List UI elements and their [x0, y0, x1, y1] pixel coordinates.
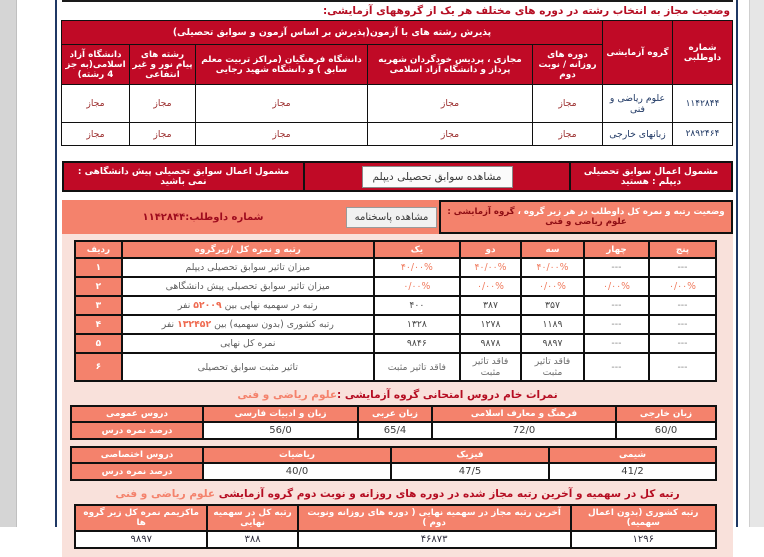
- table-row: --- --- ۴۰/۰۰% ۴۰/۰۰% ۴۰/۰۰% میزان تاثیر سوابق تحصیلی دیپلم ۱: [75, 258, 716, 277]
- status-cell: مجاز: [368, 123, 533, 146]
- page-border-right: [736, 0, 738, 527]
- exam-group: علوم ریاضی و فنی: [603, 85, 673, 123]
- col-azad: دانشگاه آزاد اسلامی(به جز 4 رشته): [62, 45, 130, 85]
- specialized-subjects-table: [70, 446, 717, 481]
- page-border-left: [55, 0, 57, 527]
- candidate-number-label: شماره داوطلب:۱۱۴۲۸۴۴: [142, 211, 264, 223]
- academic-records-bar: [62, 161, 733, 192]
- row-number: ۲: [75, 277, 122, 296]
- status-cell: مجاز: [62, 123, 130, 146]
- eligibility-row: [62, 85, 733, 123]
- row-number: ۴: [75, 315, 122, 334]
- row-number: ۵: [75, 334, 122, 353]
- row-label: میزان تاثیر سوابق تحصیلی دیپلم: [122, 258, 374, 277]
- status-cell: مجاز: [533, 123, 603, 146]
- status-cell: مجاز: [533, 85, 603, 123]
- score-percent-row-label: درصد نمره درس: [71, 463, 203, 480]
- col-physics: فیزیک: [391, 447, 549, 463]
- rank-score-table: [74, 240, 717, 382]
- col-max-subgroup-score: ماکزیمم نمره کل زیر گروه ها: [75, 505, 207, 531]
- col-last-permitted-rank: آخرین رتبه مجاز در سهمیه نهایی ( دوره های روزانه ونوبت دوم ): [298, 505, 571, 531]
- col-candidate-number: شماره داوطلبی: [673, 21, 733, 85]
- row-number: ۱: [75, 258, 122, 277]
- raw-scores-title: نمرات خام دروس امتحانی گروه آزمایشی :علوم ریاضی و فنی: [237, 389, 558, 401]
- final-rank-title: رتبه کل در سهمیه و آخرین رتبه مجاز شده در دوره های روزانه و نوبت دوم گروه آزمایشی علوم ریاضی و فنی: [115, 488, 680, 500]
- score-cell: 72/0: [432, 422, 616, 439]
- col-arabic: زبان عربی: [358, 406, 432, 422]
- col-row-number: ردیف: [75, 241, 122, 258]
- score-cell: 41/2: [549, 463, 716, 480]
- status-cell: مجاز: [196, 85, 368, 123]
- total-rank-value: ۳۸۸: [207, 531, 297, 548]
- col-foreign-language: زبان خارجی: [616, 406, 716, 422]
- view-diploma-records-button[interactable]: مشاهده سوابق تحصیلی دیپلم: [362, 166, 513, 188]
- col-total-rank-in-quota: رتبه کل در سهمیه نهایی: [207, 505, 297, 531]
- col-national-rank-no-quota: رتبه کشوری (بدون اعمال سهمیه): [571, 505, 716, 531]
- window-left-strip: [0, 0, 17, 527]
- national-rank-value: ۱۲۹۶: [571, 531, 716, 548]
- table-row: --- --- ۳۵۷ ۳۸۷ ۴۰۰ رتبه در سهمیه نهایی بین ۵۲۰۰۹ نفر ۳: [75, 296, 716, 315]
- table-row: --- --- ۱۱۸۹ ۱۲۷۸ ۱۳۲۸ رتبه کشوری (بدون سهمیه) بین ۱۳۲۴۵۲ نفر ۴: [75, 315, 716, 334]
- rank-status-bar: [62, 200, 733, 234]
- col-virtual-azad: مجازی ، پردیس خودگردان شهریه پرداز و دانشگاه آزاد اسلامی: [368, 45, 533, 85]
- table-row: [75, 531, 716, 548]
- view-answer-sheet-button[interactable]: مشاهده پاسخنامه: [346, 207, 438, 228]
- row-number: ۶: [75, 353, 122, 381]
- col-persian-literature: زبان و ادبیات فارسی: [203, 406, 358, 422]
- row-label: تاثیر مثبت سوابق تحصیلی: [122, 353, 374, 381]
- col-farhangian: دانشگاه فرهنگیان (مراکز تربیت معلم سابق ) و دانشگاه شهید رجایی: [196, 45, 368, 85]
- status-cell: مجاز: [130, 85, 196, 123]
- general-subjects-header: دروس عمومی: [71, 406, 203, 422]
- eligibility-table: [61, 20, 733, 146]
- score-cell: 47/5: [391, 463, 549, 480]
- col-payamnoor: رشته های پیام نور و غیر انتفاعی: [130, 45, 196, 85]
- table-row: [71, 463, 716, 480]
- exam-group-name: علوم ریاضی و فنی: [115, 488, 216, 500]
- candidate-number: ۲۸۹۲۴۶۴: [673, 123, 733, 146]
- admission-merged-header: پذیرش رشته های با آزمون(پذیرش بر اساس آزمون و سوابق تحصیلی): [62, 21, 603, 45]
- row-number: ۳: [75, 296, 122, 315]
- score-percent-row-label: درصد نمره درس: [71, 422, 203, 439]
- exam-group: زبانهای خارجی: [603, 123, 673, 146]
- score-cell: 60/0: [616, 422, 716, 439]
- table-row: ۰/۰۰% ۰/۰۰% ۰/۰۰% ۰/۰۰% ۰/۰۰% میزان تاثیر سوابق تحصیلی پیش دانشگاهی ۲: [75, 277, 716, 296]
- diploma-records-status: مشمول اعمال سوابق تحصیلی دیپلم : هستید: [569, 163, 731, 190]
- col-exam-group: گروه آزمایشی: [603, 21, 673, 85]
- col-mathematics: ریاضیات: [203, 447, 391, 463]
- window-right-scrollbar[interactable]: [749, 0, 764, 527]
- eligibility-row: [62, 123, 733, 146]
- specialized-subjects-header: دروس اختصاصی: [71, 447, 203, 463]
- table-row: --- --- فاقد تاثیر مثبت فاقد تاثیر مثبت فاقد تاثیر مثبت تاثیر مثبت سوابق تحصیلی ۶: [75, 353, 716, 381]
- col-subgroup-label: رتبه و نمره کل /زیرگروه: [122, 241, 374, 258]
- col-daytime: دوره های روزانه / نوبت دوم: [533, 45, 603, 85]
- table-row: [71, 422, 716, 439]
- page-title: وضعیت مجاز به انتخاب رشته در دوره های مختلف هر یک از گروههای آزمایشی:: [322, 5, 730, 17]
- col-four: چهار: [584, 241, 649, 258]
- status-cell: مجاز: [130, 123, 196, 146]
- candidate-number: ۱۱۴۲۸۴۴: [673, 85, 733, 123]
- status-cell: مجاز: [196, 123, 368, 146]
- exam-group-name: علوم ریاضی و فنی: [237, 389, 338, 401]
- results-detail-panel: [62, 234, 733, 557]
- col-chemistry: شیمی: [549, 447, 716, 463]
- results-page: [62, 0, 733, 557]
- col-three: سه: [521, 241, 584, 258]
- row-label: رتبه کشوری (بدون سهمیه) بین ۱۳۲۴۵۲ نفر: [122, 315, 374, 334]
- status-cell: مجاز: [368, 85, 533, 123]
- col-islamic-culture: فرهنگ و معارف اسلامی: [432, 406, 616, 422]
- last-permitted-rank-value: ۴۶۸۷۳: [298, 531, 571, 548]
- national-total-count: ۱۳۲۴۵۲: [177, 319, 212, 330]
- status-cell: مجاز: [62, 85, 130, 123]
- row-label: رتبه در سهمیه نهایی بین ۵۲۰۰۹ نفر: [122, 296, 374, 315]
- row-label: میزان تاثیر سوابق تحصیلی پیش دانشگاهی: [122, 277, 374, 296]
- col-two: دو: [460, 241, 521, 258]
- score-cell: 56/0: [203, 422, 358, 439]
- col-one: یک: [374, 241, 460, 258]
- quota-total-count: ۵۲۰۰۹: [193, 300, 222, 311]
- table-row: --- --- ۹۸۹۷ ۹۸۷۸ ۹۸۴۶ نمره کل نهایی ۵: [75, 334, 716, 353]
- row-label: نمره کل نهایی: [122, 334, 374, 353]
- max-score-value: ۹۸۹۷: [75, 531, 207, 548]
- col-five: پنج: [649, 241, 716, 258]
- score-cell: 65/4: [358, 422, 432, 439]
- general-subjects-table: [70, 405, 717, 440]
- rank-status-title: وضعیت رتبه و نمره کل داوطلب در هر زیر گروه ، گروه آزمایشی : علوم ریاضی و فنی: [439, 200, 733, 234]
- preuniversity-records-status: مشمول اعمال سوابق تحصیلی پیش دانشگاهی : نمی باشید: [77, 166, 290, 187]
- score-cell: 40/0: [203, 463, 391, 480]
